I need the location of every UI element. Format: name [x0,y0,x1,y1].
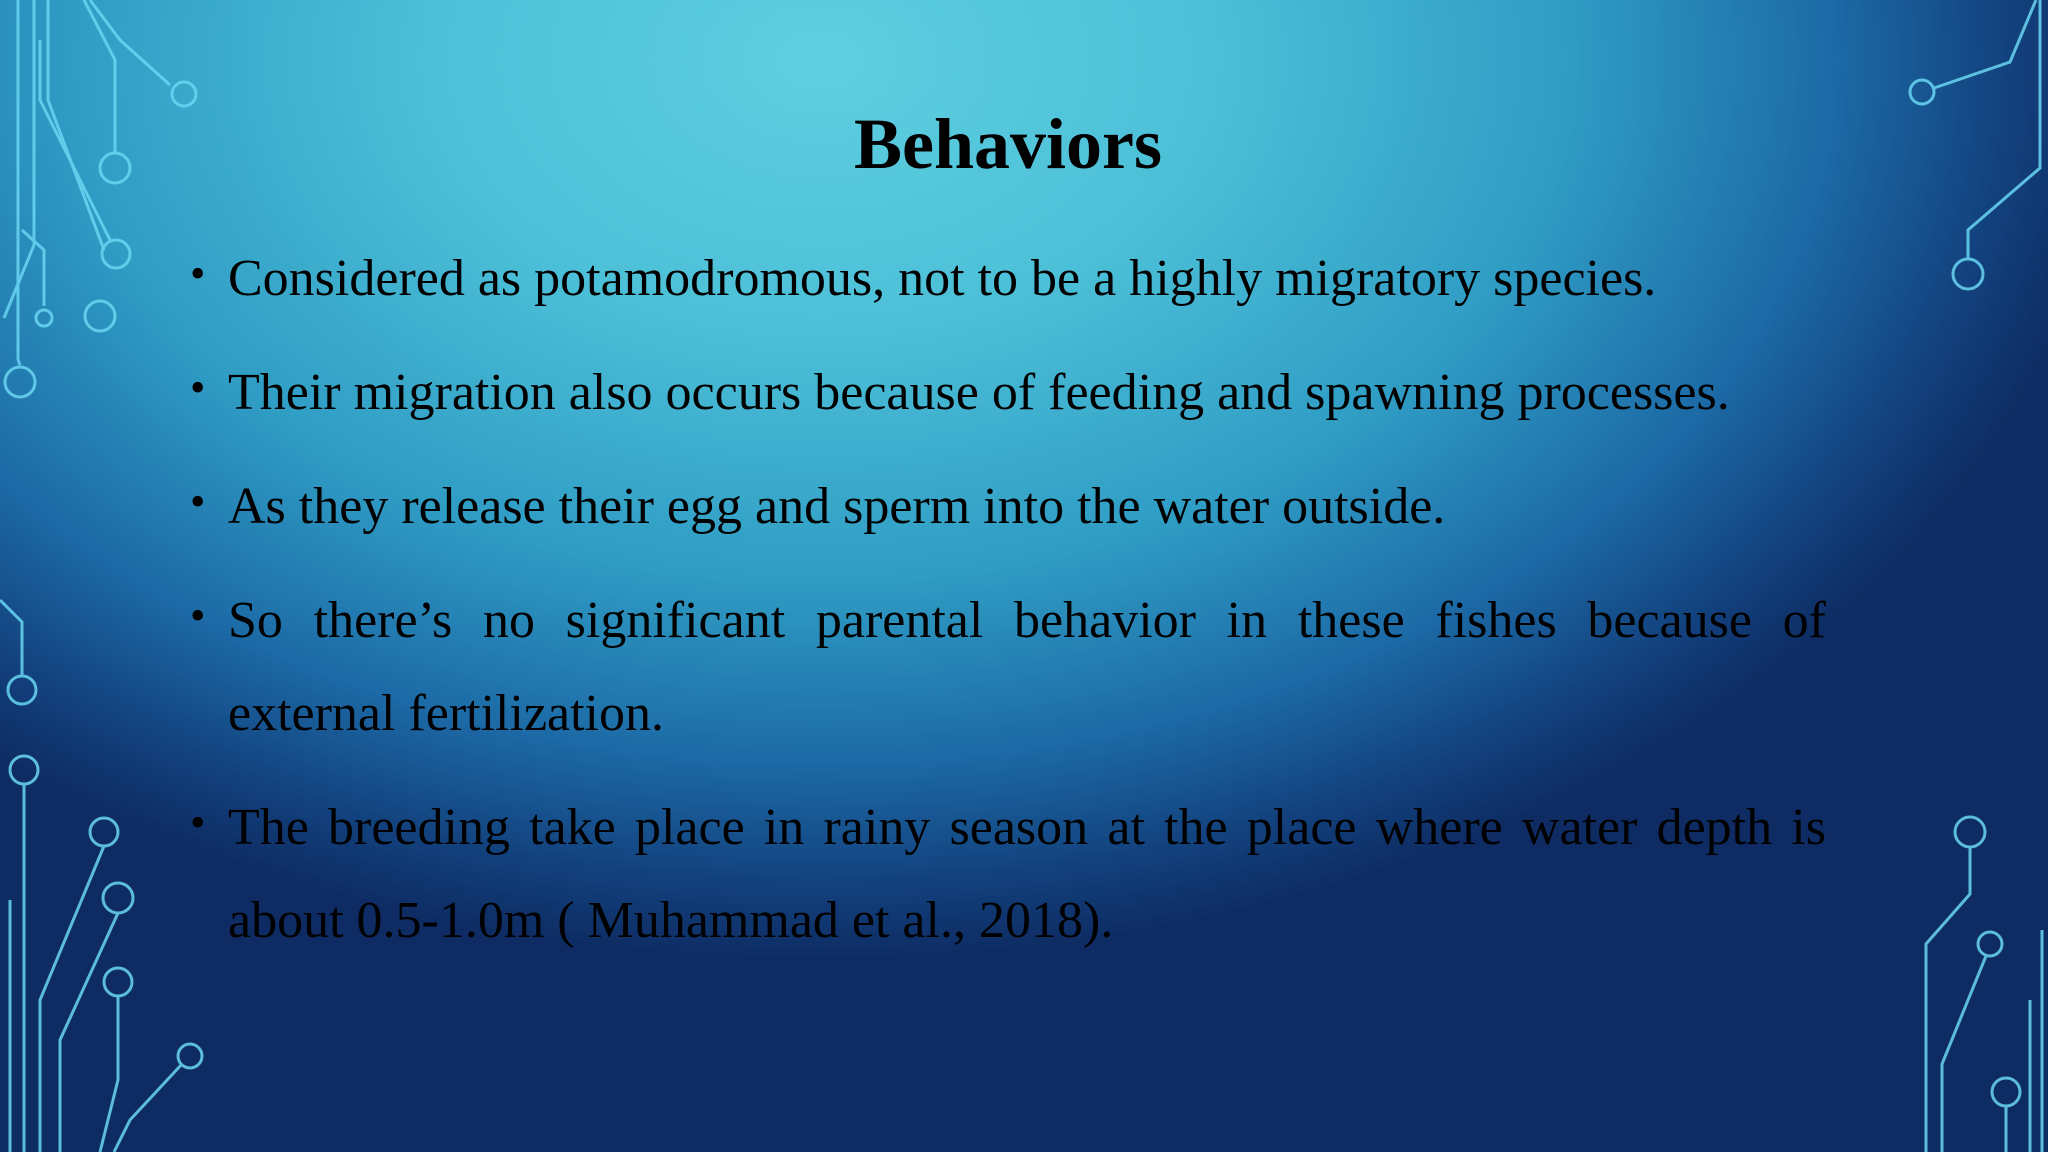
bullet-point-icon: • [190,363,206,412]
bullet-list [190,232,1826,988]
bullet-point-icon: • [190,798,206,847]
bullet-text: As they release their egg and sperm into the water outside. [228,478,1446,535]
slide-title: Behaviors [853,104,1162,184]
bullet-text: Considered as potamodromous, not to be a highly migratory species. [228,250,1657,307]
bullet-point-icon: • [190,591,206,640]
bullet-point-icon: • [190,477,206,526]
list-item [190,574,1826,760]
bullet-text: Their migration also occurs because of feeding and spawning processes. [228,364,1730,421]
list-item [190,346,1826,439]
bullet-text: The breeding take place in rainy season at the place where water depth is about 0.5-1.0m ( Muhammad et al., 2018). [228,799,1826,949]
list-item [190,460,1826,553]
bullet-point-icon: • [190,249,206,298]
list-item [190,781,1826,967]
bullet-text: So there’s no significant parental behavior in these fishes because of external fertilization. [228,592,1826,742]
list-item [190,232,1826,325]
